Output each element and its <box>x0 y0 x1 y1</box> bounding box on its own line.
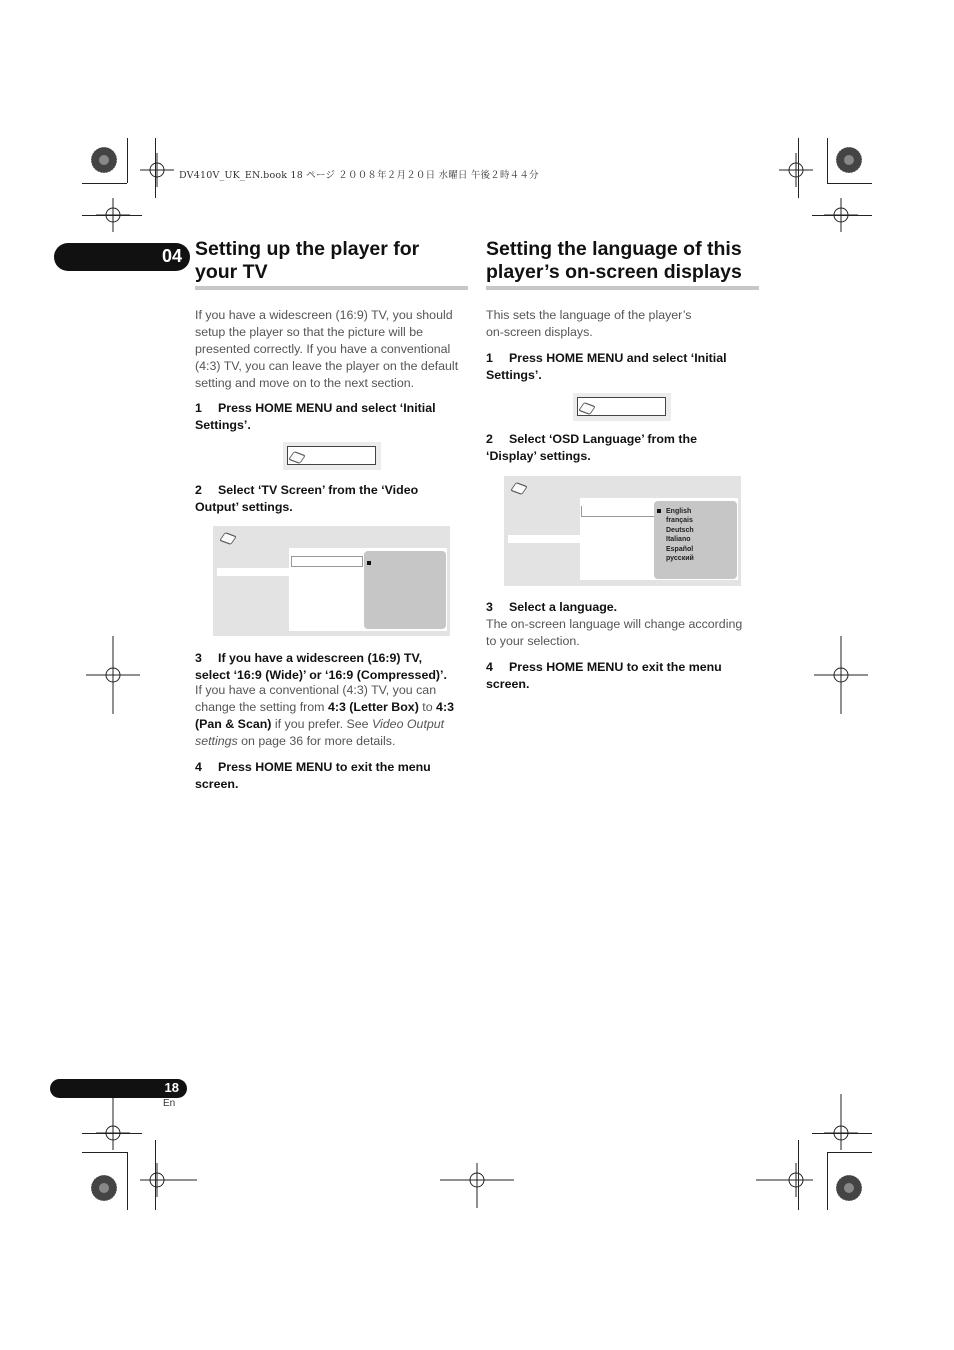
selection-bullet-icon <box>367 561 371 565</box>
language-option <box>657 545 694 554</box>
title-line: player’s on-screen displays <box>486 261 742 283</box>
title-rule <box>195 286 468 290</box>
crosshair-icon <box>756 1163 813 1197</box>
step-1 <box>195 400 475 434</box>
step-text: screen. <box>486 677 530 691</box>
title-line: Setting up the player for <box>195 238 420 260</box>
selected-category-row <box>217 568 289 576</box>
step-text: Select ‘OSD Language’ from the <box>509 432 697 446</box>
home-menu-graphic <box>283 442 381 470</box>
step-text: Press HOME MENU to exit the menu <box>509 660 722 674</box>
step-text: Press HOME MENU and select ‘Initial <box>509 351 727 365</box>
step-number: 3 <box>486 600 493 614</box>
crosshair-icon <box>440 1163 514 1208</box>
options-panel <box>364 551 446 629</box>
selected-category-row <box>508 535 580 543</box>
crosshair-icon <box>86 636 140 714</box>
language-option-selected <box>657 507 694 516</box>
step-3-body <box>195 682 485 750</box>
step-text: Output’ settings. <box>195 500 293 514</box>
crosshair-icon <box>96 1094 130 1150</box>
step-3 <box>486 599 766 616</box>
text-line: setup the player so that the picture will be <box>195 325 423 339</box>
intro-paragraph <box>486 307 766 341</box>
language-option <box>657 554 694 563</box>
intro-paragraph <box>195 307 475 392</box>
section-title-osd-language <box>486 238 776 284</box>
setting-name: 4:3 (Letter Box) <box>327 700 419 714</box>
language-options-panel <box>654 501 737 579</box>
crosshair-icon <box>96 198 130 232</box>
text-line: on page 36 for more details. <box>237 734 396 748</box>
step-3 <box>195 650 485 684</box>
text-line: presented correctly. If you have a conventional <box>195 342 451 356</box>
step-2 <box>486 431 766 465</box>
cross-reference: Video Output <box>372 717 445 731</box>
selected-setting-row <box>581 506 655 517</box>
title-rule <box>486 286 759 290</box>
disc-icon <box>510 482 528 495</box>
step-number: 4 <box>486 660 493 674</box>
language-option <box>657 526 694 535</box>
step-number: 2 <box>195 483 202 497</box>
title-line: your TV <box>195 261 268 283</box>
text-line: The on-screen language will change according <box>486 617 743 631</box>
setting-name: 4:3 <box>436 700 454 714</box>
video-output-menu-screen <box>213 526 450 636</box>
language-label: Italiano <box>666 536 691 544</box>
star-target-icon <box>836 1175 862 1201</box>
language-label: Deutsch <box>666 526 694 534</box>
crosshair-icon <box>824 198 858 232</box>
step-text: Select ‘TV Screen’ from the ‘Video <box>218 483 419 497</box>
language-label: français <box>666 517 693 525</box>
text-line: change the setting from <box>195 700 328 714</box>
chapter-tab <box>54 243 190 271</box>
selected-setting-row <box>291 556 363 567</box>
text-line: to <box>418 700 437 714</box>
crosshair-icon <box>779 153 813 187</box>
setting-name: (Pan & Scan) <box>195 717 272 731</box>
step-4 <box>486 659 766 693</box>
step-text: select ‘16:9 (Wide)’ or ‘16:9 (Compressed)’. <box>195 668 447 682</box>
text-line: setting and move on to the next section. <box>195 376 415 390</box>
title-line: Setting the language of this <box>486 238 742 260</box>
text-line: If you have a widescreen (16:9) TV, you should <box>195 308 453 322</box>
display-menu-screen <box>504 476 741 586</box>
step-text: Settings’. <box>195 418 251 432</box>
cross-reference: settings <box>195 734 238 748</box>
text-line: This sets the language of the player’s <box>486 308 692 322</box>
language-option <box>657 516 694 525</box>
text-line: If you have a conventional (4:3) TV, you can <box>195 683 437 697</box>
step-text: Settings’. <box>486 368 542 382</box>
language-label: English <box>666 508 692 515</box>
step-number: 1 <box>195 401 202 415</box>
step-text: screen. <box>195 777 239 791</box>
star-target-icon <box>836 147 862 173</box>
selection-bullet-icon <box>657 509 661 513</box>
crosshair-icon <box>824 1094 858 1150</box>
step-4 <box>195 759 475 793</box>
text-line: on-screen displays. <box>486 325 593 339</box>
language-label: русский <box>666 555 694 563</box>
text-line: if you prefer. See <box>271 717 372 731</box>
language-label: Español <box>666 545 694 553</box>
star-target-icon <box>91 1175 117 1201</box>
language-list <box>657 507 694 563</box>
section-title-tv-setup <box>195 238 475 284</box>
step-text: Press HOME MENU and select ‘Initial <box>218 401 436 415</box>
step-1 <box>486 350 766 384</box>
text-line: to your selection. <box>486 634 580 648</box>
step-number: 2 <box>486 432 493 446</box>
language-option <box>657 535 694 544</box>
step-text: ‘Display’ settings. <box>486 449 591 463</box>
page-number: 18 <box>164 1080 179 1095</box>
chapter-number: 04 <box>161 246 182 266</box>
step-text: Select a language. <box>509 600 618 614</box>
home-menu-graphic <box>573 393 671 421</box>
star-target-icon <box>91 147 117 173</box>
crosshair-icon <box>140 1163 197 1197</box>
step-3-body <box>486 616 776 650</box>
step-text: Press HOME MENU to exit the menu <box>218 760 431 774</box>
text-line: (4:3) TV, you can leave the player on the default <box>195 359 459 373</box>
step-number: 4 <box>195 760 202 774</box>
step-number: 3 <box>195 651 202 665</box>
crosshair-icon <box>140 153 174 187</box>
book-file-header: DV410V_UK_EN.book 18 ページ ２００８年２月２０日 水曜日 午後２時４４分 <box>179 170 539 181</box>
page-language-code: En <box>163 1098 176 1109</box>
disc-icon <box>219 532 237 545</box>
step-number: 1 <box>486 351 493 365</box>
page-number-tab <box>50 1079 187 1098</box>
step-2 <box>195 482 475 516</box>
step-text: If you have a widescreen (16:9) TV, <box>218 651 423 665</box>
crosshair-icon <box>814 636 868 714</box>
